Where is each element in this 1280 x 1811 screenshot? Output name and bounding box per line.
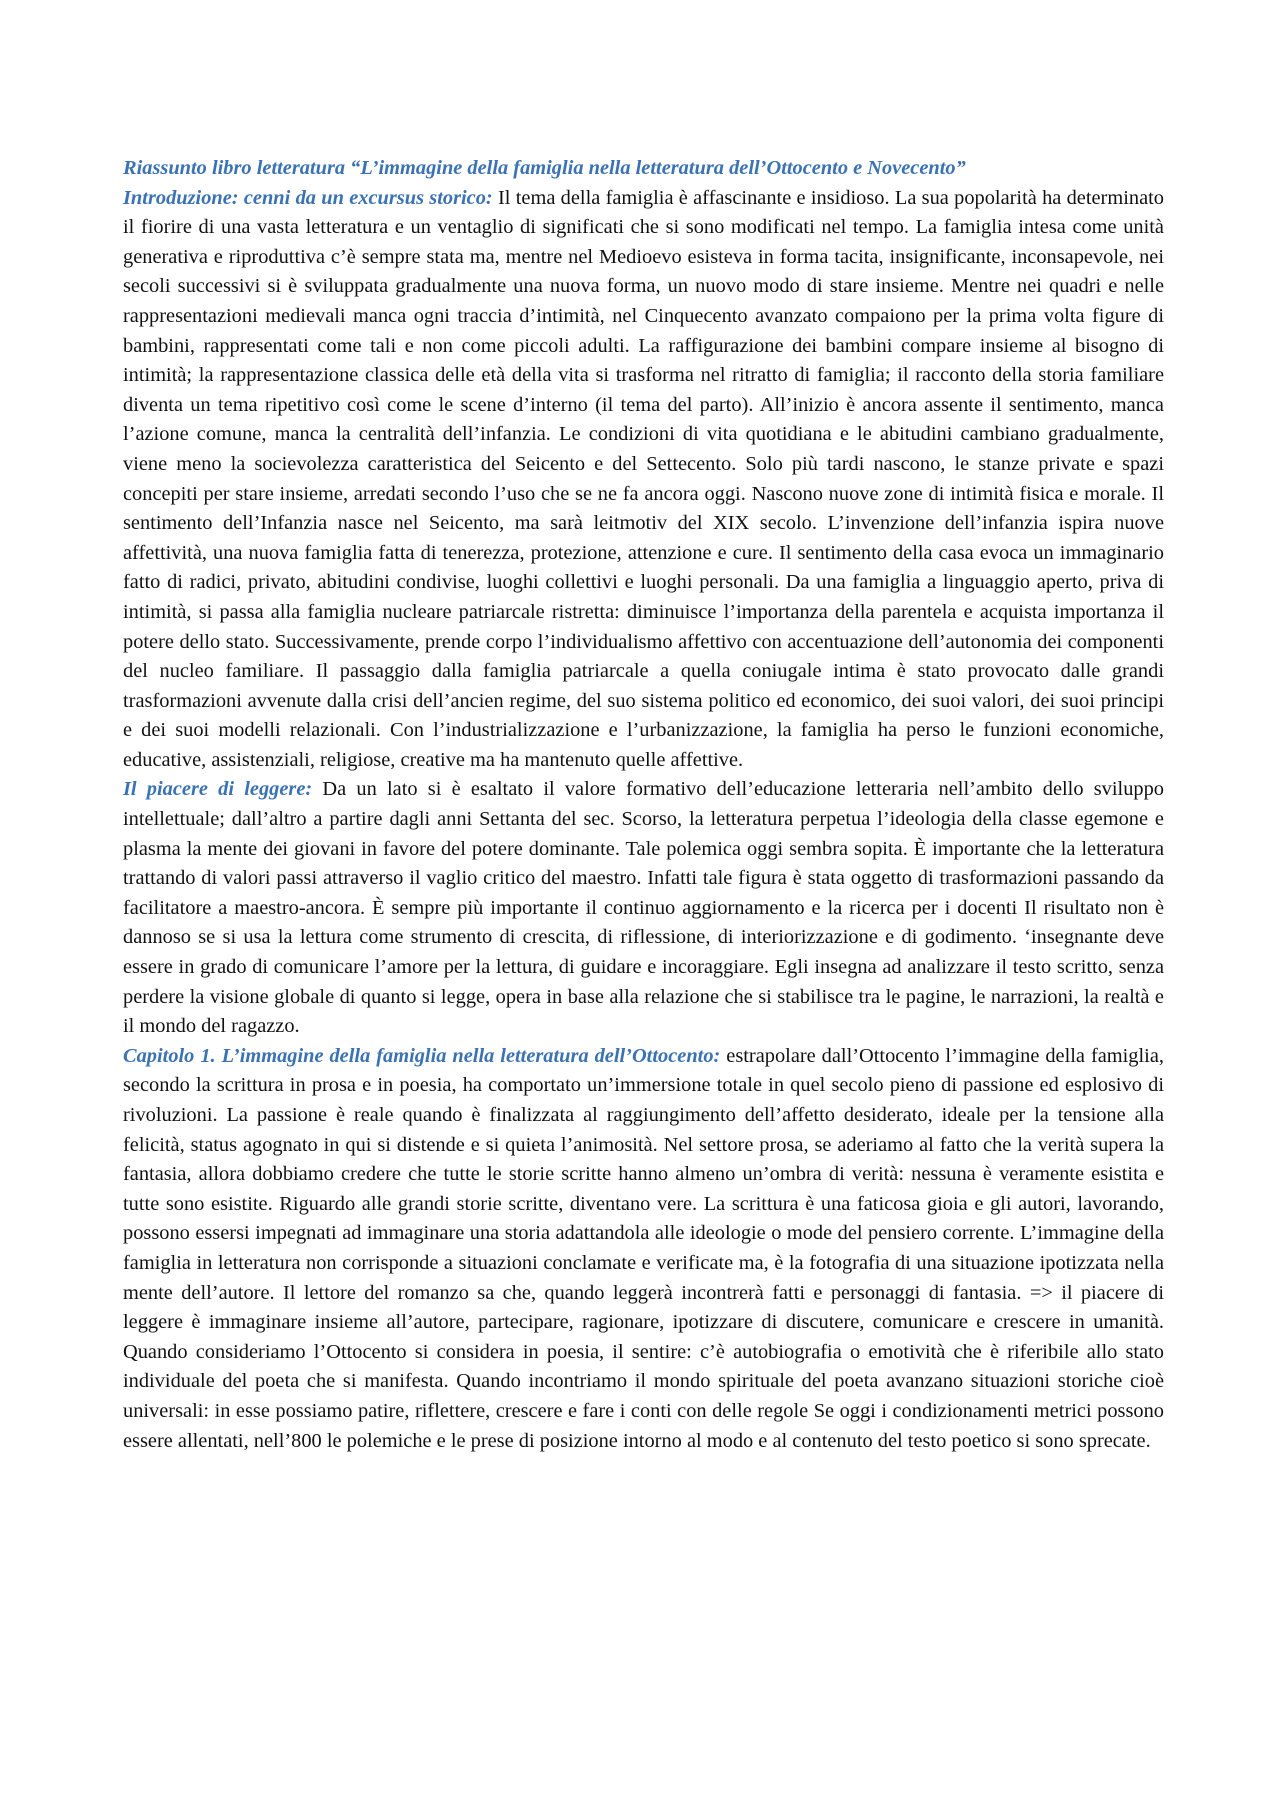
section-heading-introduzione: Introduzione: cenni da un excursus storico: [123,186,493,209]
section-piacere-di-leggere [123,775,1164,1041]
document-page [123,154,1164,1456]
section-introduzione [123,184,1164,776]
section-heading-piacere-di-leggere: Il piacere di leggere: [123,778,313,801]
section-body-capitolo-1: estrapolare dall’Ottocento l’immagine della famiglia, secondo la scrittura in prosa e in poesia, ha comportato un’immersione totale in quel secolo pieno di passione ed esplosivo di rivoluzioni. La passione è reale quando è finalizzata al raggiungimento dell’affetto desiderato, ideale per la tensione alla felicità, status agognato in qui si distende e si quieta l’animosità. Nel settore prosa, se aderiamo al fatto che la verità supera la fantasia, allora dobbiamo credere che tutte le storie scritte hanno almeno un’ombra di verità: nessuna è veramente esistita e tutte sono esistite. Riguardo alle grandi storie scritte, diventano vere. La scrittura è una faticosa gioia e gli autori, lavorando, possono essersi impegnati ad immaginare una storia adattandola alle ideologie o mode del pensiero corrente. L’immagine della famiglia in letteratura non corrisponde a situazioni conclamate e verificate ma, è la fotografia di una situazione ipotizzata nella mente dell’autore. Il lettore del romanzo sa che, quando leggerà incontrerà fatti e personaggi di fantasia. => il piacere di leggere è immaginare insieme all’autore, partecipare, ragionare, ipotizzare di discutere, comunicare e crescere in umanità. Quando consideriamo l’Ottocento si considera in poesia, il sentire: c’è autobiografia o emotività che è riferibile allo stato individuale del poeta che si manifesta. Quando incontriamo il mondo spirituale del poeta avanzano situazioni storiche cioè universali: in esse possiamo patire, riflettere, crescere e fare i conti con delle regole Se oggi i condizionamenti metrici possono essere allentati, nell’800 le polemiche e le prese di posizione intorno al modo e al contenuto del testo poetico si sono sprecate. [123,1044,1164,1452]
section-body-piacere-di-leggere: Da un lato si è esaltato il valore formativo dell’educazione letteraria nell’ambito dello sviluppo intellettuale; dall’altro a partire dagli anni Settanta del sec. Scorso, la letteratura perpetua l’ideologia della classe egemone e plasma la mente dei giovani in favore del potere dominante. Tale polemica oggi sembra sopita. È importante che la letteratura trattando di valori passi attraverso il vaglio critico del maestro. Infatti tale figura è stata oggetto di trasformazioni passando da facilitatore a maestro-ancora. È sempre più importante il continuo aggiornamento e la ricerca per i docenti Il risultato non è dannoso se si usa la lettura come strumento di crescita, di riflessione, di interiorizzazione e di godimento. ‘insegnante deve essere in grado di comunicare l’amore per la lettura, di guidare e incoraggiare. Egli insegna ad analizzare il testo scritto, senza perdere la visione globale di quanto si legge, opera in base alla relazione che si stabilisce tra le pagine, le narrazioni, la realtà e il mondo del ragazzo. [123,778,1164,1038]
section-capitolo-1 [123,1042,1164,1456]
document-title: Riassunto libro letteratura “L’immagine della famiglia nella letteratura dell’Ottocento e Novecento” [123,157,966,179]
section-heading-capitolo-1: Capitolo 1. L’immagine della famiglia nella letteratura dell’Ottocento: [123,1044,721,1067]
section-body-introduzione: Il tema della famiglia è affascinante e insidioso. La sua popolarità ha determinato il fiorire di una vasta letteratura e un ventaglio di significati che si sono modificati nel tempo. La famiglia intesa come unità generativa e riproduttiva c’è sempre stata ma, mentre nel Medioevo esisteva in forma tacita, insignificante, inconsapevole, nei secoli successivi si è sviluppata gradualmente una nuova forma, un nuovo modo di stare insieme. Mentre nei quadri e nelle rappresentazioni medievali manca ogni traccia d’intimità, nel Cinquecento avanzato compaiono per la prima volta figure di bambini, rappresentati come tali e non come piccoli adulti. La raffigurazione dei bambini compare insieme al bisogno di intimità; la rappresentazione classica delle età della vita si trasforma nel ritratto di famiglia; il racconto della storia familiare diventa un tema ripetitivo così come le scene d’interno (il tema del parto). All’inizio è ancora assente il sentimento, manca l’azione comune, manca la centralità dell’infanzia. Le condizioni di vita quotidiana e le abitudini cambiano gradualmente, viene meno la socievolezza caratteristica del Seicento e del Settecento. Solo più tardi nascono, le stanze private e spazi concepiti per stare insieme, arredati secondo l’uso che se ne fa ancora oggi. Nascono nuove zone di intimità fisica e morale. Il sentimento dell’Infanzia nasce nel Seicento, ma sarà leitmotiv del XIX secolo. L’invenzione dell’infanzia ispira nuove affettività, una nuova famiglia fatta di tenerezza, protezione, attenzione e cure. Il sentimento della casa evoca un immaginario fatto di radici, privato, abitudini condivise, luoghi collettivi e luoghi personali. Da una famiglia a linguaggio aperto, priva di intimità, si passa alla famiglia nucleare patriarcale ristretta: diminuisce l’importanza della parentela e acquista importanza il potere dello stato. Successivamente, prende corpo l’individualismo affettivo con accentuazione dell’autonomia dei componenti del nucleo familiare. Il passaggio dalla famiglia patriarcale a quella coniugale intima è stato provocato dalle grandi trasformazioni avvenute dalla crisi dell’ancien regime, del suo sistema politico ed economico, dei suoi valori, dei suoi principi e dei suoi modelli relazionali. Con l’industrializzazione e l’urbanizzazione, la famiglia ha perso le funzioni economiche, educative, assistenziali, religiose, creative ma ha mantenuto quelle affettive. [123,186,1164,771]
